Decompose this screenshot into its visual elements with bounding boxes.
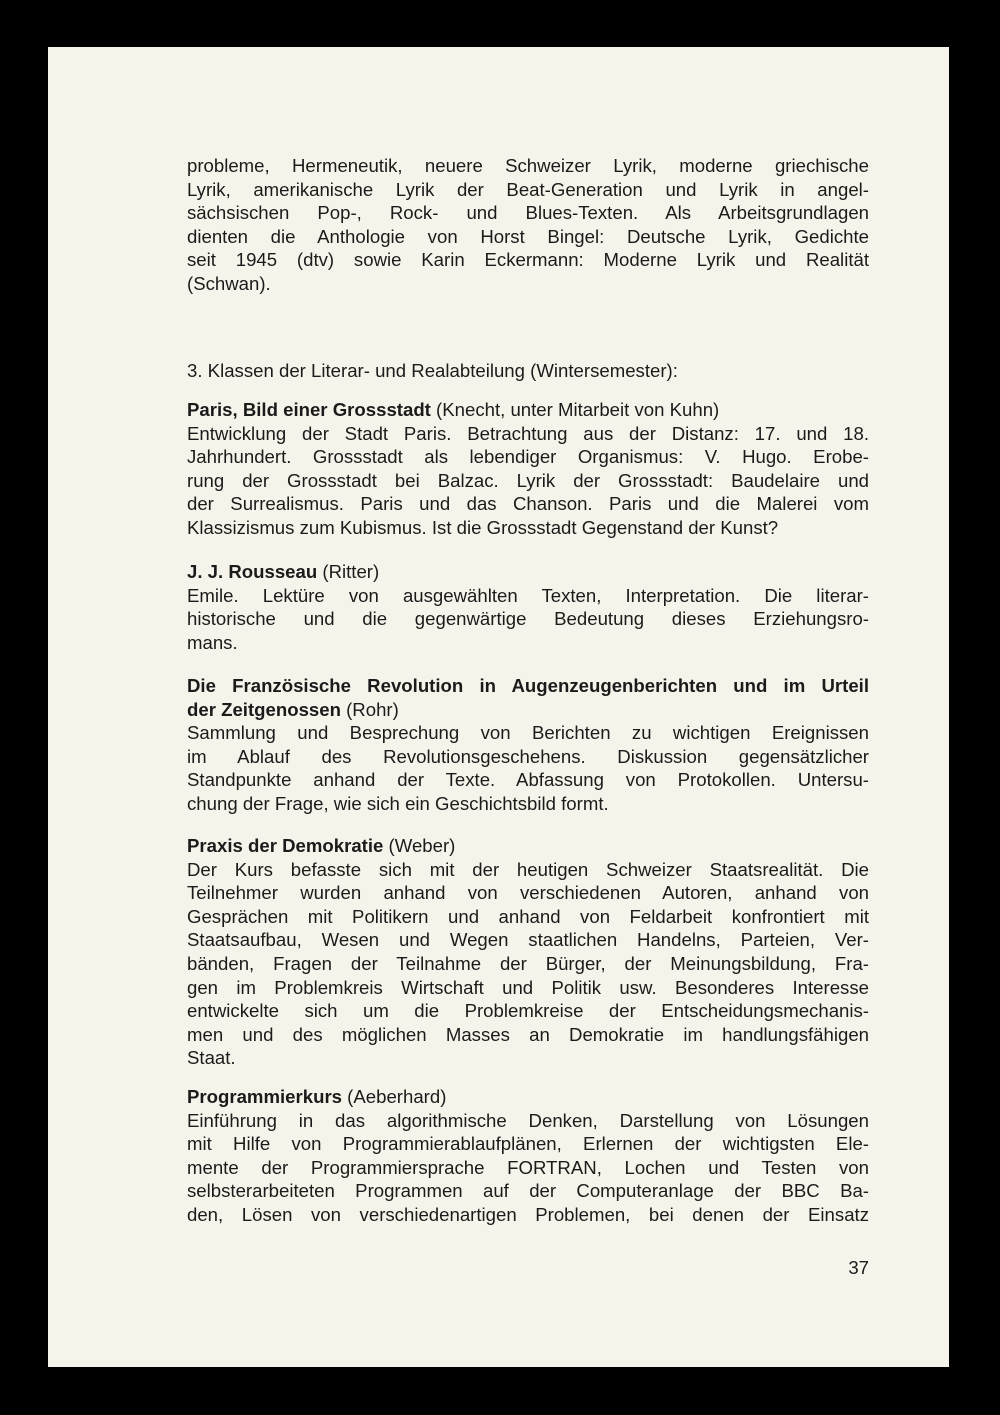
text-line: probleme, Hermeneutik, neuere Schweizer Lyrik, moderne griechische bbox=[187, 155, 869, 176]
text-line: im Ablauf des Revolutionsgeschehens. Diskussion gegensätzlicher bbox=[187, 745, 869, 767]
text-line: den, Lösen von verschiedenartigen Problemen, bei denen der Einsatz bbox=[187, 1203, 869, 1225]
text-line: Entwicklung der Stadt Paris. Betrachtung aus der Distanz: 17. und 18. bbox=[187, 422, 869, 444]
text-line: sächsischen Pop-, Rock- und Blues-Texten. Als Arbeitsgrundlagen bbox=[187, 202, 869, 224]
course-programmierkurs bbox=[187, 1085, 869, 1227]
text-line: dienten die Anthologie von Horst Bingel: Deutsche Lyrik, Gedichte bbox=[187, 225, 869, 247]
course-heading bbox=[187, 698, 869, 722]
text-line: selbsterarbeiteten Programmen auf der Computeranlage der BBC Ba- bbox=[187, 1180, 869, 1202]
text-line: Standpunkte anhand der Texte. Abfassung von Protokollen. Untersu- bbox=[187, 769, 869, 791]
page-number: 37 bbox=[848, 1257, 869, 1278]
text-line: Staat. bbox=[187, 1047, 236, 1069]
text-line: Sammlung und Besprechung von Berichten zu wichtigen Ereignissen bbox=[187, 722, 869, 744]
course-heading bbox=[187, 398, 869, 422]
course-title: Praxis der Demokratie bbox=[187, 835, 384, 856]
course-title: J. J. Rousseau bbox=[187, 561, 318, 582]
course-heading bbox=[187, 834, 869, 858]
text-line: Lyrik, amerikanische Lyrik der Beat-Generation und Lyrik in angel- bbox=[187, 178, 869, 200]
text-line: bänden, Fragen der Teilnahme der Bürger, der Meinungsbildung, Fra- bbox=[187, 952, 869, 974]
text-line: rung der Grossstadt bei Balzac. Lyrik der Grossstadt: Baudelaire und bbox=[187, 469, 869, 491]
text-line: Staatsaufbau, Wesen und Wegen staatlichen Handelns, Parteien, Ver- bbox=[187, 929, 869, 951]
text-line: gen im Problemkreis Wirtschaft und Politik usw. Besonderes Interesse bbox=[187, 976, 869, 998]
text-line: historische und die gegenwärtige Bedeutung dieses Erziehungsro- bbox=[187, 608, 869, 630]
text-line: Einführung in das algorithmische Denken, Darstellung von Lösungen bbox=[187, 1109, 869, 1131]
text-line: Jahrhundert. Grossstadt als lebendiger Organismus: V. Hugo. Erobe- bbox=[187, 446, 869, 468]
text-line: mit Hilfe von Programmierablaufplänen, Erlernen der wichtigsten Ele- bbox=[187, 1133, 869, 1155]
text-line: der Surrealismus. Paris und das Chanson. Paris und die Malerei vom bbox=[187, 493, 869, 515]
text-line: (Schwan). bbox=[187, 272, 271, 294]
text-line: mans. bbox=[187, 631, 238, 653]
intro-paragraph bbox=[187, 154, 869, 296]
section-heading-text: 3. Klassen der Literar- und Realabteilung (Wintersemester): bbox=[187, 360, 678, 381]
course-title: Die Französische Revolution in Augenzeugenberichten und im Urteil bbox=[187, 675, 869, 696]
course-teacher: (Weber) bbox=[383, 835, 456, 856]
text-line: men und des möglichen Masses an Demokratie im handlungsfähigen bbox=[187, 1023, 869, 1045]
course-heading bbox=[187, 560, 869, 584]
course-rousseau bbox=[187, 560, 869, 654]
course-teacher: (Aeberhard) bbox=[342, 1086, 447, 1107]
course-paris bbox=[187, 398, 869, 540]
text-line: Teilnehmer wurden anhand von verschiedenen Autoren, anhand von bbox=[187, 882, 869, 904]
course-teacher: (Knecht, unter Mitarbeit von Kuhn) bbox=[430, 399, 720, 420]
course-teacher: (Rohr) bbox=[340, 698, 399, 720]
course-revolution bbox=[187, 674, 869, 816]
course-heading bbox=[187, 674, 869, 698]
course-teacher: (Ritter) bbox=[317, 561, 380, 582]
course-title: der Zeitgenossen bbox=[187, 698, 341, 720]
text-line: entwickelte sich um die Problemkreise der Entscheidungsmechanis- bbox=[187, 1000, 869, 1022]
section-heading bbox=[187, 359, 869, 383]
course-demokratie bbox=[187, 834, 869, 1070]
text-line: Klassizismus zum Kubismus. Ist die Grossstadt Gegenstand der Kunst? bbox=[187, 516, 779, 538]
text-line: chung der Frage, wie sich ein Geschichtsbild formt. bbox=[187, 792, 609, 814]
course-title: Paris, Bild einer Grossstadt bbox=[187, 399, 431, 420]
text-line: mente der Programmiersprache FORTRAN, Lochen und Testen von bbox=[187, 1156, 869, 1178]
course-heading bbox=[187, 1085, 869, 1109]
text-line: Gesprächen mit Politikern und anhand von Feldarbeit konfrontiert mit bbox=[187, 905, 869, 927]
text-line: seit 1945 (dtv) sowie Karin Eckermann: Moderne Lyrik und Realität bbox=[187, 249, 869, 271]
course-title: Programmierkurs bbox=[187, 1086, 343, 1107]
text-line: Emile. Lektüre von ausgewählten Texten, Interpretation. Die literar- bbox=[187, 584, 869, 606]
text-line: Der Kurs befasste sich mit der heutigen Schweizer Staatsrealität. Die bbox=[187, 858, 869, 880]
